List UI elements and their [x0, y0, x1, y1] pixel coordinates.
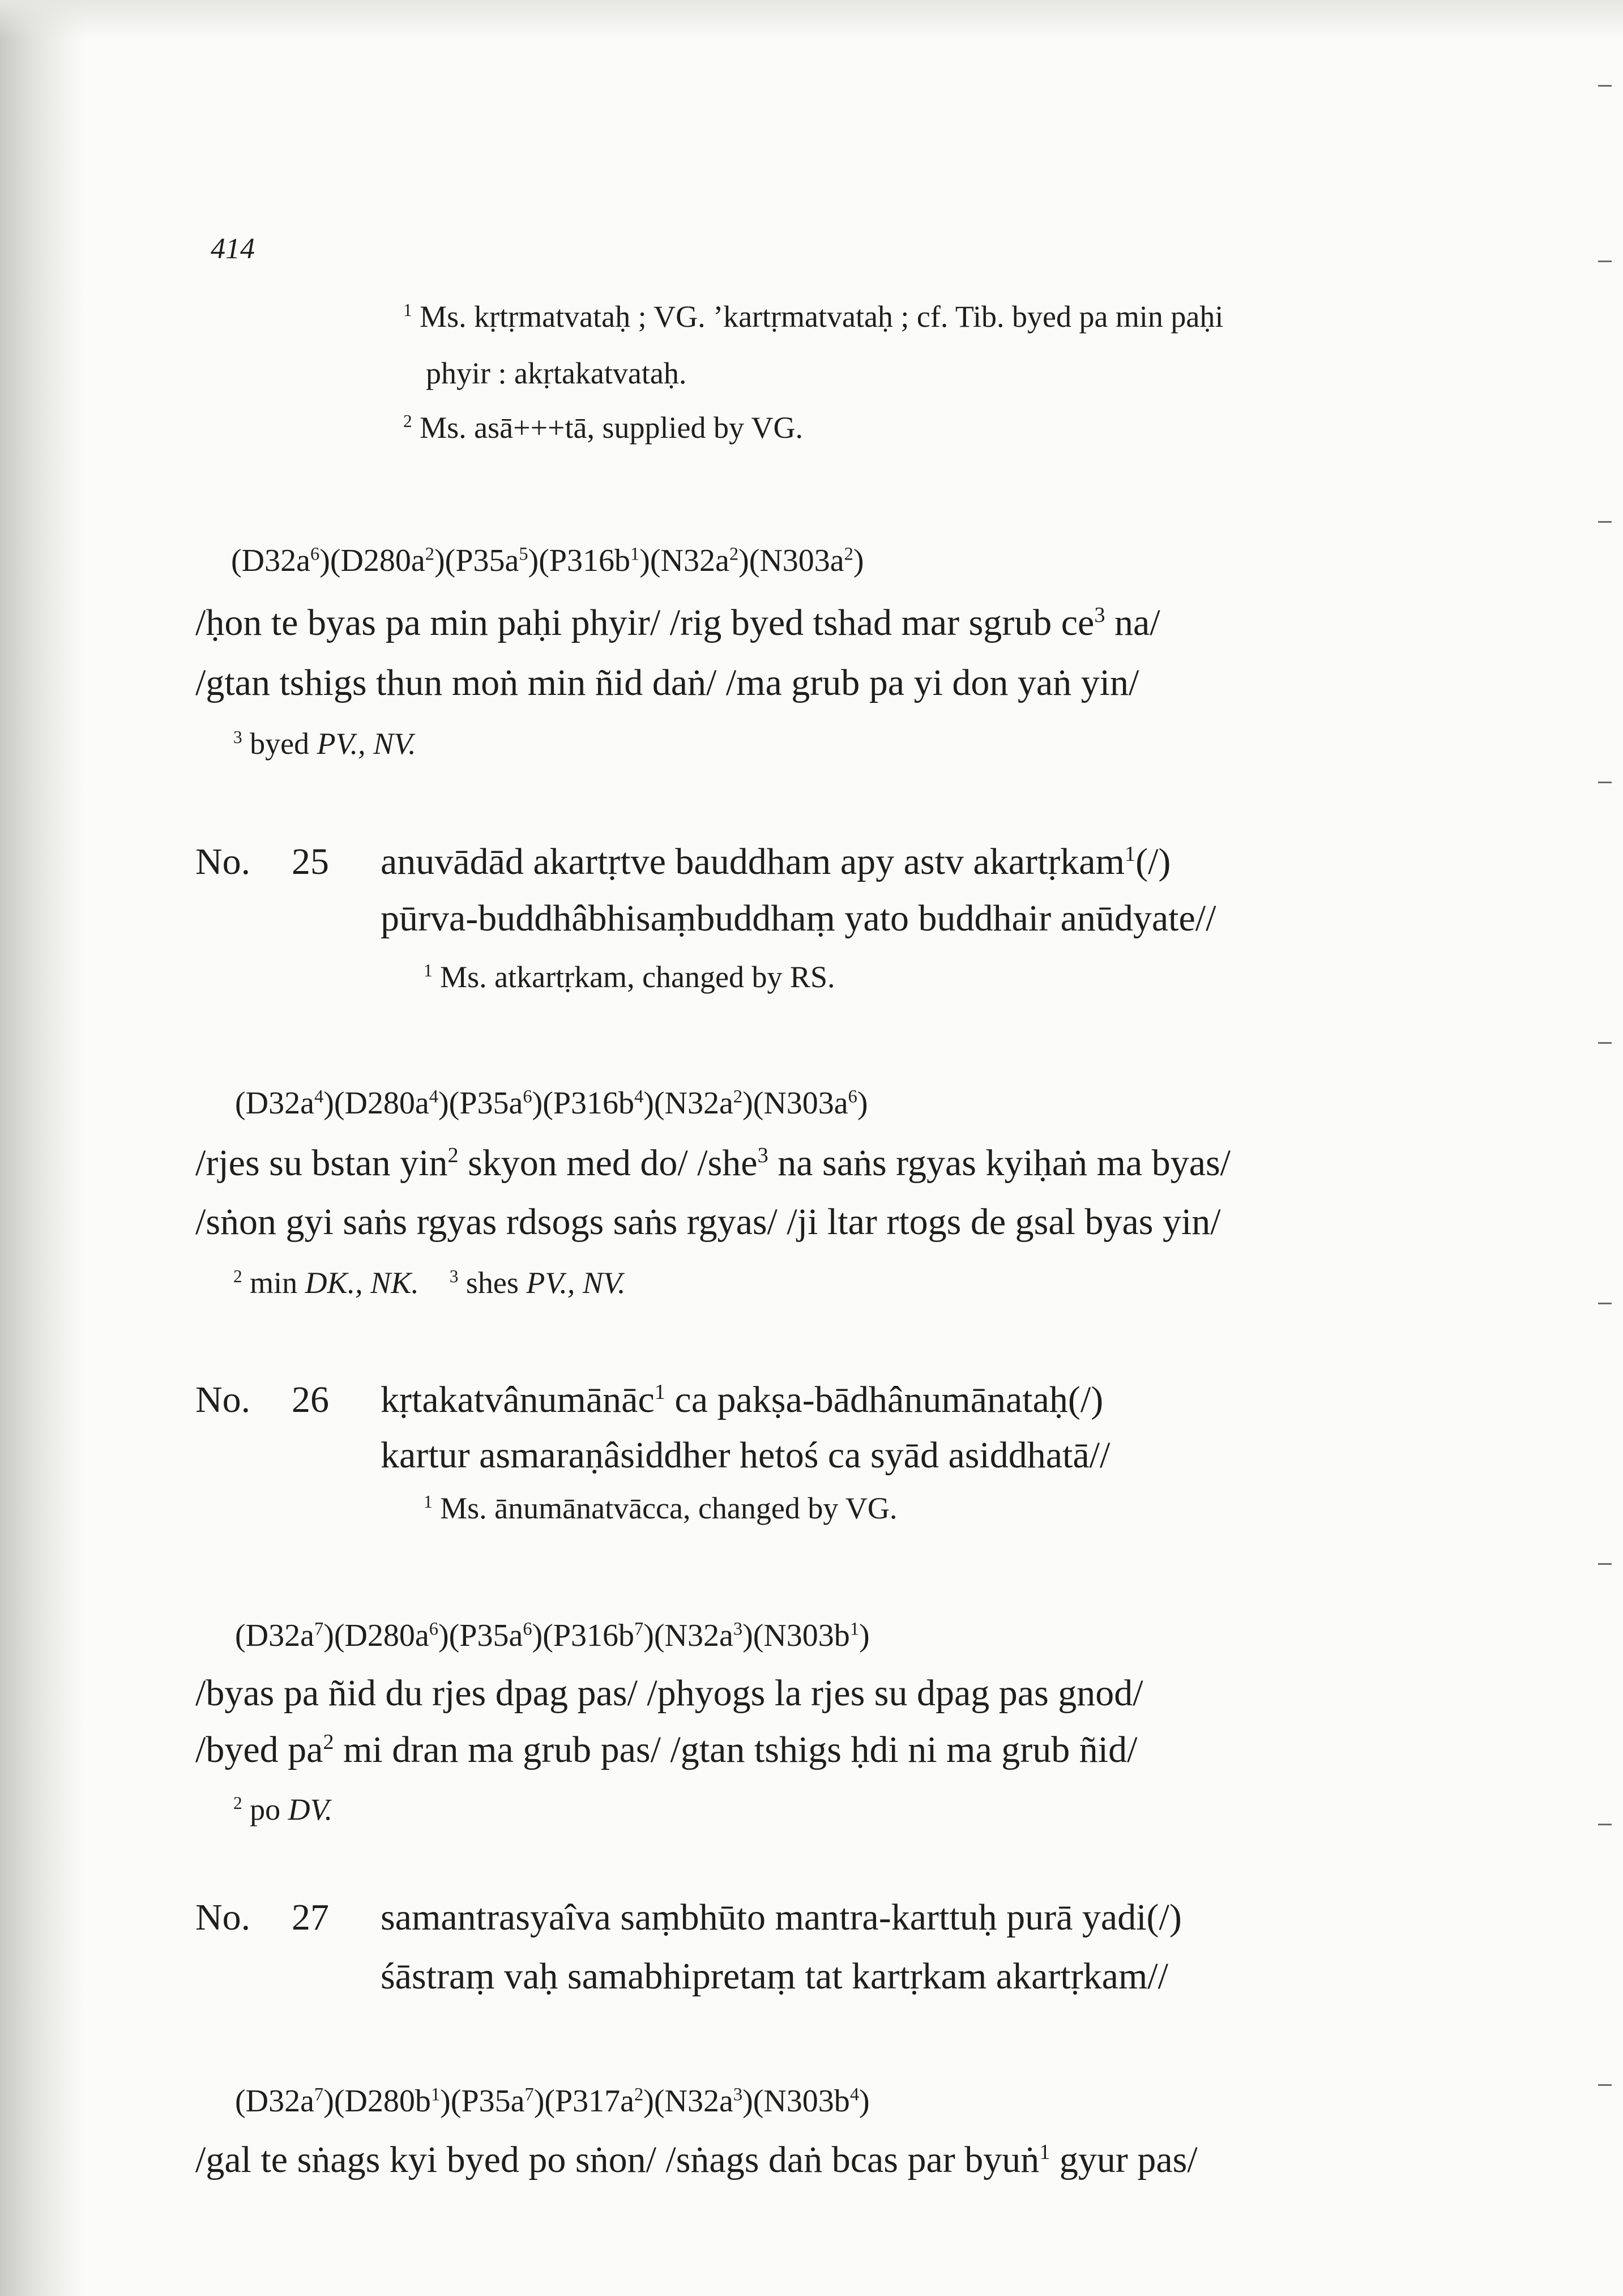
- edge-tick-mark: [1598, 85, 1612, 87]
- tibetan-line: /ḥon te byas pa min paḥi phyir/ /rig byed tshad mar sgrub $ce^3$ na/: [195, 602, 1160, 643]
- scan-shadow-top: [0, 0, 1623, 40]
- verse-label: No.: [195, 1897, 251, 1938]
- footnote-mark: 2: [403, 411, 412, 431]
- tibetan-line: /byas pa ñid du rjes dpag pas/ /phyogs la rjes su dpag pas gnod/: [195, 1672, 1143, 1714]
- verse-number: 27: [292, 1897, 329, 1938]
- sanskrit-verse-line: śāstraṃ vaḥ samabhipretaṃ tat kartṛkam akartṛkam//: [381, 1956, 1168, 1997]
- verse-label: No.: [195, 841, 251, 882]
- footnote-mark: 1: [403, 300, 412, 320]
- tibetan-line: /gal te sṅags kyi byed po sṅon/ /sṅags daṅ bcas par byuṅ$^1$ gyur pas/: [195, 2139, 1198, 2180]
- edge-tick-mark: [1598, 782, 1612, 783]
- tibetan-line: /byed $pa^2$ mi dran ma grub pas/ /gtan tshigs ḥdi ni ma grub ñid/: [195, 1729, 1138, 1770]
- verse-footnote: $^1$ Ms. ānumānatvācca, changed by VG.: [424, 1491, 898, 1525]
- edge-tick-mark: [1598, 1824, 1612, 1825]
- manuscript-sigla: $(D32a^7)(D280b^1)(P35a^7)(P317a^2)(N32a^3)(N303b^4)$: [235, 2084, 870, 2119]
- manuscript-sigla: $(D32a^7)(D280a^6)(P35a^6)(P316b^7)(N32a^3)(N303b^1)$: [235, 1618, 870, 1653]
- sanskrit-verse-line: kṛtakatvânumānāc$^1$ ca pakṣa-bādhânumānataḥ(/): [381, 1379, 1104, 1420]
- scan-shadow-left: [0, 0, 85, 2296]
- footnote-line: phyir : akṛtakatvataḥ.: [426, 356, 687, 390]
- edge-tick-mark: [1598, 1563, 1612, 1565]
- sanskrit-verse-line: kartur asmaraṇâsiddher hetoś ca syād asiddhatā//: [381, 1435, 1111, 1476]
- verse-number: 26: [292, 1379, 329, 1420]
- footnote-line: $^1$ Ms. kṛtṛmatvataḥ ; VG. ’kartṛmatvataḥ ; cf. Tib. byed pa min paḥi: [403, 300, 1224, 334]
- variant-note: $^3$ byed PV., NV.: [233, 727, 416, 761]
- edge-tick-mark: [1598, 1042, 1612, 1044]
- verse-footnote: $^1$ Ms. atkartṛkam, changed by RS.: [424, 960, 835, 994]
- tibetan-line: /rjes su bstan yin$^2$ skyon med do/ /she$^3$ na saṅs rgyas kyiḥaṅ ma byas/: [195, 1142, 1231, 1184]
- variant-note: $^2$ po DV.: [233, 1793, 333, 1826]
- page-number: 414: [211, 233, 255, 265]
- edge-tick-mark: [1598, 2084, 1612, 2086]
- manuscript-sigla: $(D32a^4)(D280a^4)(P35a^6)(P316b^4)(N32a^2)(N303a^6)$: [235, 1086, 868, 1121]
- edge-tick-mark: [1598, 261, 1612, 262]
- sanskrit-verse-line: pūrva-buddhâbhisaṃbuddhaṃ yato buddhair anūdyate//: [381, 898, 1216, 939]
- variant-note: $^2$ min DK., NK. $^3$ shes PV., NV.: [233, 1266, 626, 1300]
- verse-label: No.: [195, 1379, 251, 1420]
- verse-number: 25: [292, 841, 329, 882]
- manuscript-sigla: $(D32a^6)(D280a^2)(P35a^5)(P316b^1)(N32a^2)(N303a^2)$: [231, 543, 864, 578]
- footnote-line: $^2$ Ms. asā+++tā, supplied by VG.: [403, 411, 803, 445]
- sanskrit-verse-line: anuvādād akartṛtve bauddham apy astv akartṛkam$^1$(/): [381, 841, 1171, 882]
- edge-tick-mark: [1598, 521, 1612, 523]
- sanskrit-verse-line: samantrasyaîva saṃbhūto mantra-karttuḥ purā yadi(/): [381, 1897, 1182, 1938]
- edge-tick-mark: [1598, 1303, 1612, 1304]
- tibetan-line: /gtan tshigs thun moṅ min ñid daṅ/ /ma grub pa yi don yaṅ yin/: [195, 662, 1139, 703]
- tibetan-line: /sṅon gyi saṅs rgyas rdsogs saṅs rgyas/ /ji ltar rtogs de gsal byas yin/: [195, 1201, 1221, 1243]
